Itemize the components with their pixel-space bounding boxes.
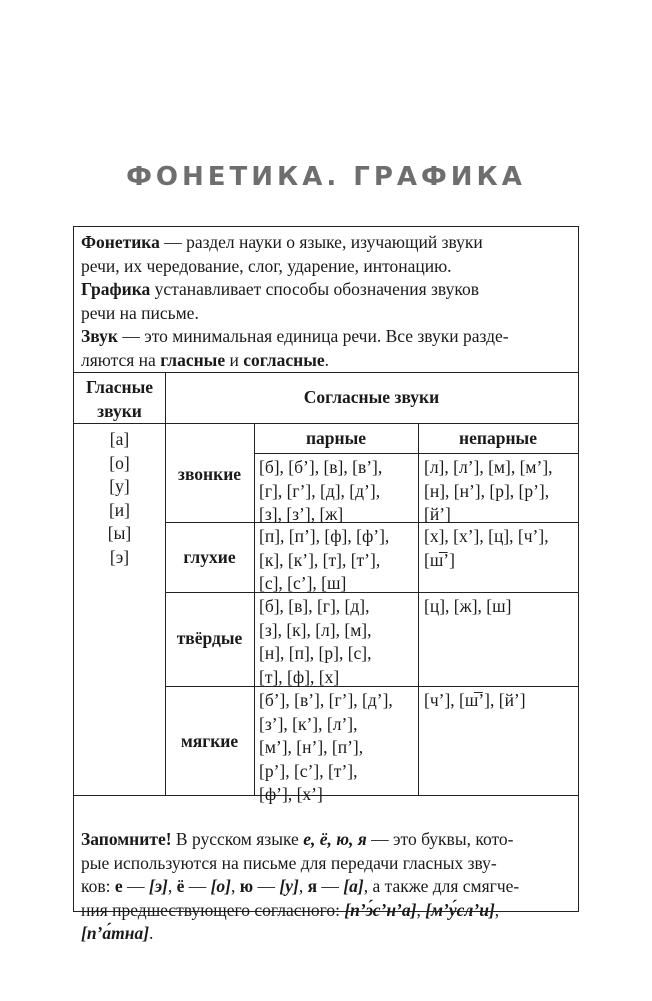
sound-line: [з], [к], [л], [м], xyxy=(259,619,372,640)
vowels-word: гласные xyxy=(160,349,226,370)
dash: — xyxy=(317,876,344,896)
vowel-item: [у] xyxy=(109,476,130,496)
vowel-item: [э] xyxy=(109,546,130,567)
page-title: ФОНЕТИКА. ГРАФИКА xyxy=(126,162,526,192)
sound-line: [ш̅’] xyxy=(424,549,455,570)
sound-line: [ц], [ж], [ш] xyxy=(424,596,512,616)
divider xyxy=(254,423,255,795)
reminder-text: — это буквы, кото- xyxy=(366,829,514,849)
reminder-text: ков: xyxy=(81,876,115,896)
sound-line: [б’], [в’], [г’], [д’], xyxy=(259,690,393,710)
phonetics-definition-2: речи, их чередование, слог, ударение, интонацию. xyxy=(81,255,452,276)
vowels-header-line1: Гласные xyxy=(85,377,153,397)
example-transcription: [п’э́с’н’а] xyxy=(344,899,417,920)
phonetics-definition-1: — раздел науки о языке, изучающий звуки xyxy=(159,232,483,252)
sound-definition-1: — это минимальная единица речи. Все звуки разде- xyxy=(117,326,509,346)
reminder-text: В русском языке xyxy=(171,829,304,849)
sound-line: [с], [с’], [ш] xyxy=(259,573,347,593)
hard-paired xyxy=(259,595,417,689)
sound-line: [ч’], [ш̅’], [й’] xyxy=(424,690,526,710)
sound-ya: [а] xyxy=(343,876,364,896)
divider xyxy=(254,453,578,454)
sound-line: [к], [к’], [т], [т’], xyxy=(259,549,381,570)
letter-yo: ё xyxy=(176,876,185,896)
vowels-header-line2: звуки xyxy=(97,400,142,421)
dash: — xyxy=(184,876,211,896)
dash: — xyxy=(253,876,280,896)
example-transcription: [м’у́сл’и] xyxy=(425,899,495,920)
sound-line: [х], [х’], [ц], [ч’], xyxy=(424,526,549,546)
letter-ya: я xyxy=(307,876,318,896)
sound-yo: [о] xyxy=(210,876,232,896)
voiced-unpaired xyxy=(424,456,578,527)
hard-unpaired xyxy=(424,595,578,619)
graphics-definition-2: речи на письме. xyxy=(81,302,199,323)
soft-paired xyxy=(259,689,417,807)
sound-e: [э] xyxy=(148,876,168,896)
paired-header: парные xyxy=(305,428,367,448)
example-transcription: [п’а́тна] xyxy=(81,923,150,943)
sound-line: [н], [н’], [р], [р’], xyxy=(424,480,550,501)
sound-line: [т], [ф], [х] xyxy=(259,666,340,687)
sound-line: [р’], [с’], [т’], xyxy=(259,760,358,781)
sound-line: [з’], [к’], [л’], xyxy=(259,713,358,734)
and-word: и xyxy=(225,349,244,370)
graphics-term: Графика xyxy=(81,279,151,299)
sound-line: [г], [г’], [д], [д’], xyxy=(259,480,381,501)
letter-e: е xyxy=(114,876,123,896)
comma: , xyxy=(231,876,240,896)
phonetics-table-box xyxy=(73,226,579,943)
sound-line: [п], [п’], [ф], [ф’], xyxy=(259,526,390,546)
period: . xyxy=(324,349,330,370)
sound-line: [б], [б’], [в], [в’], xyxy=(259,457,383,477)
intro-text xyxy=(81,231,571,372)
vowels-list xyxy=(74,428,165,569)
vowel-item: [а] xyxy=(109,429,130,449)
sound-line: [ф’], [х’] xyxy=(259,784,323,804)
phonetics-term: Фонетика xyxy=(81,232,160,252)
sound-line: [з], [з’], [ж] xyxy=(259,504,344,524)
sound-line: [л], [л’], [м], [м’], xyxy=(424,457,553,477)
sound-yu: [у] xyxy=(279,876,299,896)
sound-line: [б], [в], [г], [д], xyxy=(259,596,370,616)
comma: , xyxy=(167,876,177,896)
reminder-text: рые используются на письме для передачи гласных зву- xyxy=(81,852,497,873)
unpaired-header: непарные xyxy=(459,428,537,448)
row-label-voiceless: глухие xyxy=(183,547,236,567)
letter-yu: ю xyxy=(239,876,254,896)
graphics-definition-1: устанавливает способы обозначения звуков xyxy=(150,279,479,299)
voiceless-paired xyxy=(259,525,417,596)
reminder-label: Запомните! xyxy=(81,829,172,849)
period: . xyxy=(149,923,154,943)
sound-term: Звук xyxy=(81,326,118,346)
comma: , xyxy=(494,899,500,920)
reminder-note xyxy=(81,828,571,946)
row-label-hard: твёрдые xyxy=(176,628,243,648)
divider xyxy=(74,423,578,424)
sound-definition-2: ляются на xyxy=(81,349,161,370)
comma: , xyxy=(416,899,426,920)
vowel-item: [ы] xyxy=(107,523,132,543)
soft-unpaired xyxy=(424,689,578,713)
sound-line: [й’] xyxy=(424,504,451,524)
vowel-item: [о] xyxy=(109,452,130,473)
divider xyxy=(418,423,419,795)
consonants-header: Согласные звуки xyxy=(303,387,440,407)
vowel-item: [и] xyxy=(108,499,131,520)
voiced-paired xyxy=(259,456,417,527)
sound-line: [м’], [н’], [п’], xyxy=(259,737,364,757)
reminder-letters: е, ё, ю, я xyxy=(303,829,367,849)
consonants-word: согласные xyxy=(243,349,325,370)
row-label-voiced: звонкие xyxy=(177,464,242,484)
comma: , xyxy=(298,876,308,896)
row-label-soft: мягкие xyxy=(180,731,239,751)
sound-line: [н], [п], [р], [с], xyxy=(259,643,372,663)
reminder-text: , а также для смягче- xyxy=(363,876,520,896)
voiceless-unpaired xyxy=(424,525,578,572)
reminder-text: ния предшествующего согласного: xyxy=(81,899,345,920)
dash: — xyxy=(122,876,149,896)
divider xyxy=(74,372,578,373)
vowels-header xyxy=(74,376,165,423)
